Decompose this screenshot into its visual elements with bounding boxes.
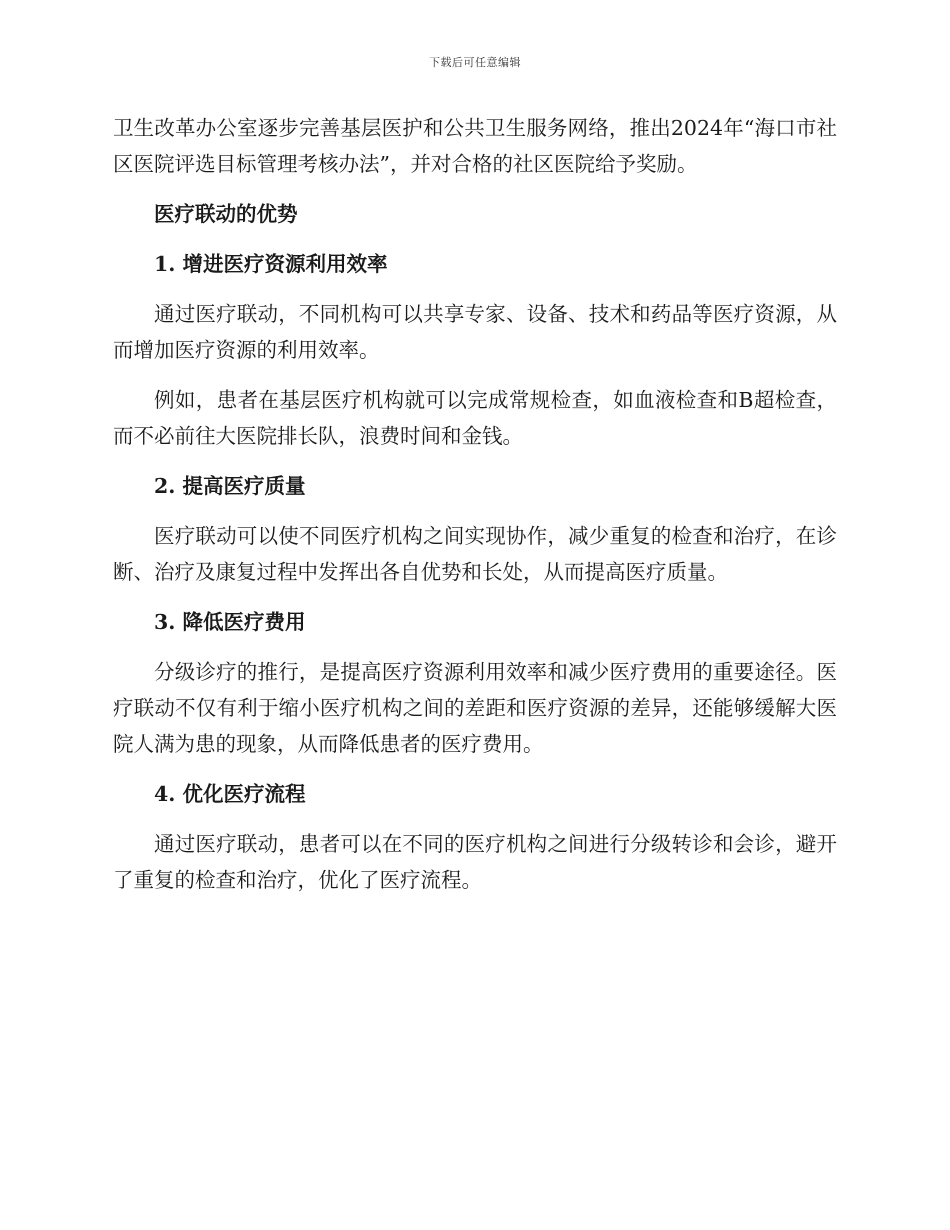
section-heading: 医疗联动的优势 — [154, 202, 298, 226]
subsection-heading: 3. 降低医疗费用 — [154, 610, 306, 634]
document-body — [113, 110, 837, 912]
paragraph: 医疗联动可以使不同医疗机构之间实现协作，减少重复的检查和治疗，在诊断、治疗及康复过程中发挥出各自优势和长处，从而提高医疗质量。 — [113, 524, 837, 584]
subsection-heading: 2. 提高医疗质量 — [154, 474, 306, 498]
paragraph: 通过医疗联动，患者可以在不同的医疗机构之间进行分级转诊和会诊，避开了重复的检查和治疗，优化了医疗流程。 — [113, 832, 837, 892]
paragraph: 分级诊疗的推行，是提高医疗资源利用效率和减少医疗费用的重要途径。医疗联动不仅有利于缩小医疗机构之间的差距和医疗资源的差异，还能够缓解大医院人满为患的现象，从而降低患者的医疗费用。 — [113, 660, 837, 756]
subsection-heading: 1. 增进医疗资源利用效率 — [154, 252, 388, 276]
paragraph: 卫生改革办公室逐步完善基层医护和公共卫生服务网络，推出2024年“海口市社区医院评选目标管理考核办法”，并对合格的社区医院给予奖励。 — [113, 116, 837, 176]
paragraph: 通过医疗联动，不同机构可以共享专家、设备、技术和药品等医疗资源，从而增加医疗资源的利用效率。 — [113, 302, 837, 362]
page-header: 下载后可任意编辑 — [429, 56, 521, 69]
paragraph: 例如，患者在基层医疗机构就可以完成常规检查，如血液检查和B超检查，而不必前往大医院排长队，浪费时间和金钱。 — [113, 388, 837, 448]
subsection-heading: 4. 优化医疗流程 — [154, 782, 306, 806]
